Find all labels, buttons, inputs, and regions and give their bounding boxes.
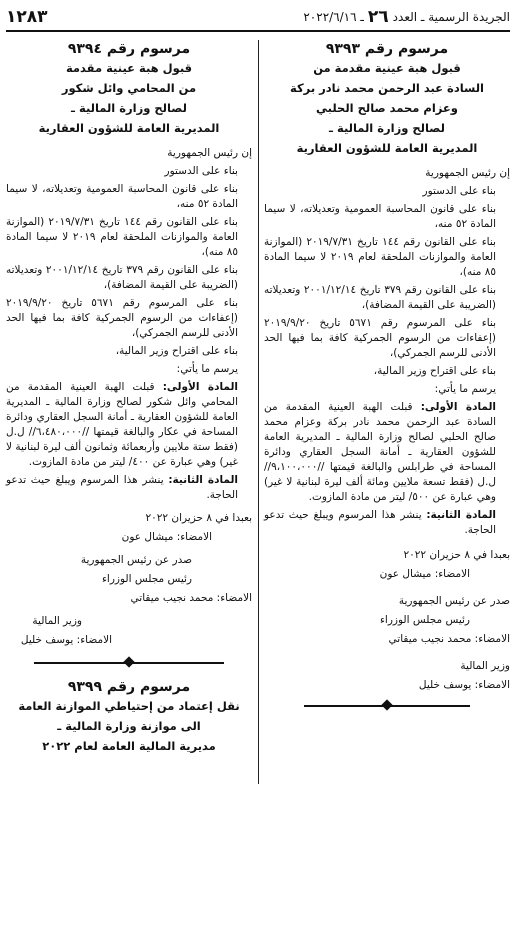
basis-paragraph: بناء على الدستور [422, 185, 496, 197]
decree-title-line: المديرية العامة للشؤون العقارية [38, 121, 220, 135]
article-label: المادة الأولى: [420, 401, 496, 413]
decree-number: مرسوم رقم ٩٣٩٣ [325, 41, 449, 57]
separator-diamond [123, 656, 134, 667]
article-text: قبلت الهبة العينية المقدمة من المحامي وائل شكور لصالح وزارة المالية ـ المديرية العامة للشؤون العقارية ـ أمانة السجل العقاري ودائرة المساحة في عكار والبالغة قيمتها //٦،٤٨٠،٠٠٠// ل.ل (فقط ستة ملايين وأربعمائة وثمانون ألف ليرة لبنانية لا غير) وهي عبارة عن ٤٠٠/ ليتر من مادة المازوت. [6, 381, 238, 468]
basis-paragraph: بناء على قانون المحاسبة العمومية وتعديلاته، لا سيما المادة ٥٢ منه، [264, 203, 496, 230]
decree-title-line: من المحامي وائل شكور [61, 81, 197, 95]
basis-paragraph: بناء على القانون رقم ١٤٤ تاريخ ٢٠١٩/٧/٣١ (الموازنة العامة والموازنات الملحقة لعام ٢٠١٩ لا سيما المادة ٨٥ منه)، [264, 236, 496, 278]
decree-title-line: لصالح وزارة المالية ـ [71, 101, 187, 115]
date-line: بعبدا في ٨ حزيران ٢٠٢٢ [145, 512, 252, 524]
decree-9393-column [264, 40, 510, 719]
date-line: بعبدا في ٨ حزيران ٢٠٢٢ [403, 549, 510, 561]
page-number: ١٢٨٣ [6, 7, 48, 27]
article-2 [6, 473, 252, 503]
signature-fm: الامضاء: يوسف خليل [20, 634, 112, 646]
article-label: المادة الثانية: [426, 509, 496, 521]
decree-title-line: المديرية العامة للشؤون العقارية [296, 141, 478, 155]
page-header [6, 4, 510, 32]
basis-paragraph: بناء على المرسوم رقم ٥٦٧١ تاريخ ٢٠١٩/٩/٢٠ (إعفاءات من الرسوم الجمركية كافة بما فيها الحد الأدنى للرسم الجمركي)، [6, 297, 238, 339]
decree-title-line: مديرية المالية العامة لعام ٢٠٢٢ [42, 739, 216, 753]
basis-paragraph: بناء على قانون المحاسبة العمومية وتعديلاته، لا سيما المادة ٥٢ منه، [6, 183, 238, 210]
decree-number: مرسوم رقم ٩٣٩٩ [67, 679, 191, 695]
article-text: ينشر هذا المرسوم ويبلغ حيث تدعو الحاجة. [6, 474, 238, 501]
pm-title: رئيس مجلس الوزراء [101, 573, 192, 585]
decree-title-line: قبول هبة عينية مقدمة من [313, 61, 461, 75]
article-1 [6, 380, 252, 470]
basis-paragraph: بناء على الدستور [164, 165, 238, 177]
gazette-title: الجريدة الرسمية ـ العدد [392, 10, 510, 24]
decree-title-line: نقل إعتماد من إحتياطي الموازنة العامة [18, 699, 240, 713]
article-text: ينشر هذا المرسوم ويبلغ حيث تدعو الحاجة. [264, 509, 496, 536]
basis-paragraph: بناء على القانون رقم ٣٧٩ تاريخ ٢٠٠١/١٢/١٤ وتعديلاته (الضريبة على القيمة المضافة)، [264, 284, 496, 311]
signature-president: الامضاء: ميشال عون [379, 568, 470, 580]
decrees-line: يرسم ما يأتي: [434, 383, 496, 395]
separator-diamond [381, 699, 392, 710]
decree-title-line: لصالح وزارة المالية ـ [329, 121, 445, 135]
president-line: إن رئيس الجمهورية [167, 147, 252, 159]
article-text: قبلت الهبة العينية المقدمة من السادة عبد الرحمن محمد نادر بركة وعزام محمد صالح الحلبي لصالح وزارة المالية ـ المديرية العامة للشؤون العقارية ـ أمانة السجل العقاري ودائرة المساحة في طرابلس والبالغة قيمتها //٩،١٠٠،٠٠٠// ل.ل (فقط تسعة ملايين ومائة ألف ليرة لبنانية لا غير) وهي عبارة عن ٥٠٠/ ليتر من مادة المازوت. [264, 401, 496, 503]
fm-title: وزير المالية [32, 615, 82, 627]
issue-number: ٢٦ [367, 7, 389, 27]
issued-by-line: صدر عن رئيس الجمهورية [398, 595, 510, 607]
basis-paragraph: بناء على القانون رقم ٣٧٩ تاريخ ٢٠٠١/١٢/١٤ وتعديلاته (الضريبة على القيمة المضافة)، [6, 264, 238, 291]
basis-paragraph: بناء على اقتراح وزير المالية، [115, 345, 238, 357]
end-separator [304, 701, 470, 711]
decrees-line: يرسم ما يأتي: [176, 363, 238, 375]
article-1 [264, 400, 510, 505]
signature-president: الامضاء: ميشال عون [121, 531, 212, 543]
fm-title: وزير المالية [460, 660, 510, 672]
decree-title-line: الى موازنة وزارة المالية ـ [57, 719, 201, 733]
signature-fm: الامضاء: يوسف خليل [418, 679, 510, 691]
decree-title-line: وعزام محمد صالح الحلبي [316, 101, 458, 115]
decree-title-line: السادة عبد الرحمن محمد نادر بركة [290, 81, 484, 95]
gazette-masthead [303, 7, 510, 27]
pm-title: رئيس مجلس الوزراء [379, 614, 470, 626]
issue-date: ـ ٢٠٢٢/٦/١٦ [303, 10, 364, 24]
signature-pm: الامضاء: محمد نجيب ميقاتي [130, 592, 252, 604]
decree-number: مرسوم رقم ٩٣٩٤ [67, 41, 191, 57]
issued-by-line: صدر عن رئيس الجمهورية [80, 554, 192, 566]
president-line: إن رئيس الجمهورية [425, 167, 510, 179]
article-label: المادة الثانية: [168, 474, 238, 486]
basis-paragraph: بناء على القانون رقم ١٤٤ تاريخ ٢٠١٩/٧/٣١ (الموازنة العامة والموازنات الملحقة لعام ٢٠١٩ لا سيما المادة ٨٥ منه)، [6, 216, 238, 258]
decree-title-line: قبول هبة عينية مقدمة [65, 61, 193, 75]
article-label: المادة الأولى: [162, 381, 238, 393]
decree-9394-column [6, 40, 252, 756]
decree-separator [34, 658, 224, 668]
article-2 [264, 508, 510, 538]
basis-paragraph: بناء على المرسوم رقم ٥٦٧١ تاريخ ٢٠١٩/٩/٢٠ (إعفاءات من الرسوم الجمركية كافة بما فيها الحد الأدنى للرسم الجمركي)، [264, 317, 496, 359]
column-divider [258, 40, 259, 784]
signature-pm: الامضاء: محمد نجيب ميقاتي [388, 633, 510, 645]
basis-paragraph: بناء على اقتراح وزير المالية، [373, 365, 496, 377]
